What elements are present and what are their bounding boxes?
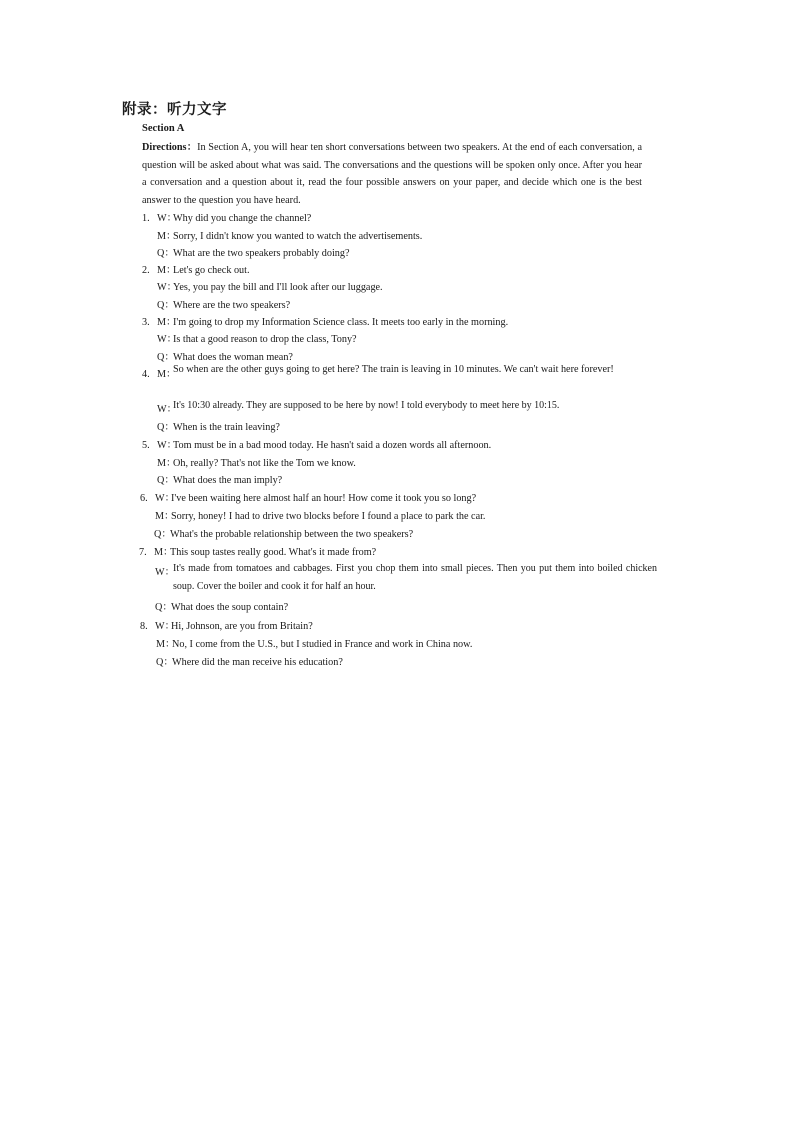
line-text: Let's go check out.	[173, 265, 250, 276]
item-2-line-2	[157, 278, 383, 293]
section-title: Section A	[142, 123, 185, 134]
speaker-label: Q：	[157, 475, 175, 486]
line-text: Hi, Johnson, are you from Britain?	[171, 621, 313, 632]
item-1-line-1	[142, 209, 311, 224]
item-6-line-2	[155, 507, 485, 522]
item-3-line-1	[142, 313, 508, 328]
line-text: What are the two speakers probably doing?	[173, 248, 350, 259]
item-2-line-1	[142, 261, 250, 276]
speaker-label: Q：	[154, 529, 172, 540]
item-6-line-1	[140, 489, 476, 504]
speaker-label: M：	[157, 317, 177, 328]
line-text: What does the man imply?	[173, 475, 283, 486]
appendix-heading: 附录：听力文字	[122, 102, 227, 118]
item-4-number	[142, 365, 177, 380]
item-3-line-2	[157, 330, 357, 345]
item-number: 5.	[142, 440, 150, 451]
speaker-label: W：	[157, 440, 177, 451]
speaker-label: W：	[155, 621, 175, 632]
speaker-label: W：	[157, 334, 177, 345]
line-text: What's the probable relationship between the two speakers?	[170, 529, 414, 540]
item-6-line-3	[154, 525, 413, 540]
speaker-label: W：	[155, 567, 175, 578]
line-text: What does the woman mean?	[173, 352, 293, 363]
speaker-label: Q：	[157, 300, 175, 311]
speaker-label: M：	[157, 369, 177, 380]
line-text: I'm going to drop my Information Science class. It meets too early in the morning.	[173, 317, 509, 328]
item-number: 7.	[139, 547, 147, 558]
speaker-label: M：	[157, 231, 177, 242]
speaker-label: Q：	[156, 657, 174, 668]
item-5-line-3	[157, 471, 282, 486]
line-text: Where did the man receive his education?	[172, 657, 343, 668]
line-text: No, I come from the U.S., but I studied in France and work in China now.	[172, 639, 473, 650]
speaker-label: M：	[157, 458, 177, 469]
item-2-line-3	[157, 296, 290, 311]
item-7-speaker-2	[155, 563, 175, 578]
item-8-line-3	[156, 653, 343, 668]
item-7-line-3	[155, 598, 288, 613]
speaker-label: Q：	[157, 248, 175, 259]
item-7-line-1	[139, 543, 376, 558]
line-text: Sorry, I didn't know you wanted to watch the advertisements.	[173, 231, 423, 242]
speaker-label: W：	[157, 213, 177, 224]
line-text: I've been waiting here almost half an hour! How come it took you so long?	[171, 493, 477, 504]
line-text: Yes, you pay the bill and I'll look after our luggage.	[173, 282, 383, 293]
item-number: 4.	[142, 369, 150, 380]
line-text: Oh, really? That's not like the Tom we know.	[173, 458, 356, 469]
item-number: 2.	[142, 265, 150, 276]
item-8-line-1	[140, 617, 313, 632]
directions-label: Directions：	[142, 142, 198, 153]
line-text: This soup tastes really good. What's it made from?	[170, 547, 377, 558]
line-text: What does the soup contain?	[171, 602, 289, 613]
speaker-label: W：	[157, 282, 177, 293]
speaker-label: Q：	[157, 352, 175, 363]
item-1-line-3	[157, 244, 350, 259]
item-4-speaker-2	[157, 400, 177, 415]
speaker-label: Q：	[155, 602, 173, 613]
speaker-label: M：	[155, 511, 175, 522]
speaker-label: W：	[155, 493, 175, 504]
item-7-line-2-text: It's made from tomatoes and cabbages. First you chop them into small pieces. Then you put them into boiled chicken soup. Cover the boiler and cook it for half an hour.	[173, 563, 657, 592]
directions-text: In Section A, you will hear ten short conversations between two speakers. At the end of each conversation, a question will be asked about what was said. The conversations and the questions will be spoken only once. After you hear a conversation and a question about it, read the four possible answers on your paper, and decide which one is the best answer to the question you have heard.	[142, 142, 642, 206]
item-5-line-1	[142, 436, 491, 451]
speaker-label: M：	[154, 547, 174, 558]
speaker-label: Q：	[157, 422, 175, 433]
item-1-line-2	[157, 227, 422, 242]
line-text: Where are the two speakers?	[173, 300, 291, 311]
speaker-label: W：	[157, 404, 177, 415]
item-4-line-1-text: So when are the other guys going to get here? The train is leaving in 10 minutes. We can't wait here forever!	[173, 364, 614, 375]
item-number: 3.	[142, 317, 150, 328]
speaker-label: M：	[157, 265, 177, 276]
item-number: 8.	[140, 621, 148, 632]
item-4-line-3	[157, 418, 280, 433]
item-8-line-2	[156, 635, 472, 650]
line-text: Is that a good reason to drop the class, Tony?	[173, 334, 357, 345]
directions-paragraph	[142, 139, 642, 209]
line-text: Sorry, honey! I had to drive two blocks before I found a place to park the car.	[171, 511, 486, 522]
line-text: Tom must be in a bad mood today. He hasn't said a dozen words all afternoon.	[173, 440, 492, 451]
item-number: 6.	[140, 493, 148, 504]
item-5-line-2	[157, 454, 356, 469]
line-text: Why did you change the channel?	[173, 213, 312, 224]
line-text: When is the train leaving?	[173, 422, 280, 433]
item-number: 1.	[142, 213, 150, 224]
item-4-line-2-text: It's 10:30 already. They are supposed to be here by now! I told everybody to meet here by 10:15.	[173, 400, 560, 411]
speaker-label: M：	[156, 639, 176, 650]
